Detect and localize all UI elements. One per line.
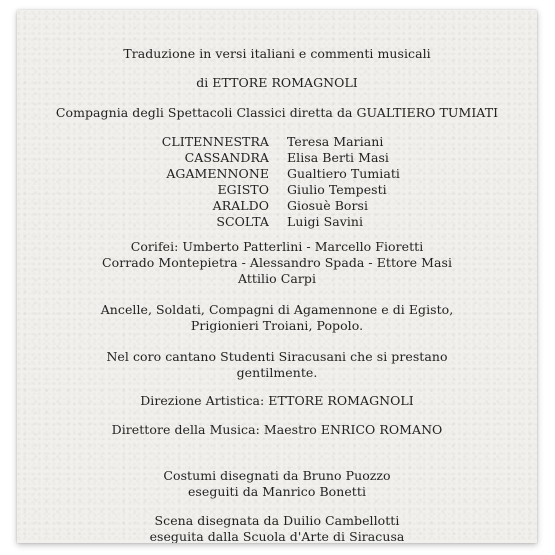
chorus-line: gentilmente.: [236, 365, 318, 380]
cast-actor: Giosuè Borsi: [287, 198, 369, 213]
extras-line: Ancelle, Soldati, Compagni di Agamennone e di Egisto,: [100, 302, 454, 317]
artistic-direction: Direzione Artistica: ETTORE ROMAGNOLI: [140, 393, 414, 408]
costumes-line: Costumi disegnati da Bruno Puozzo: [163, 468, 391, 483]
company-credit: Compagnia degli Spettacoli Classici diretta da GUALTIERO TUMIATI: [55, 105, 499, 120]
cast-role: ARALDO: [212, 198, 269, 213]
scenery-line: Scena disegnata da Duilio Cambellotti: [154, 513, 400, 528]
cast-actor: Gualtiero Tumiati: [287, 166, 400, 181]
cast-role: EGISTO: [217, 182, 269, 197]
cast-row: [17, 198, 537, 213]
cast-actor: Elisa Berti Masi: [287, 150, 389, 165]
cast-row: [17, 134, 537, 149]
cast-role: AGAMENNONE: [166, 166, 269, 181]
extras-line: Prigionieri Troiani, Popolo.: [190, 318, 364, 333]
translation-credit: Traduzione in versi italiani e commenti musicali: [123, 46, 431, 61]
scenery-line: eseguita dalla Scuola d'Arte di Siracusa: [149, 529, 405, 543]
corifei-line: Corifei: Umberto Patterlini - Marcello Fioretti: [130, 239, 424, 254]
scanned-page-frame: [17, 10, 537, 543]
cast-row: [17, 166, 537, 181]
cast-row: [17, 214, 537, 229]
corifei-line: Corrado Montepietra - Alessandro Spada - Ettore Masi: [102, 255, 452, 270]
cast-actor: Luigi Savini: [287, 214, 364, 229]
chorus-line: Nel coro cantano Studenti Siracusani che si prestano: [106, 349, 448, 364]
credits-page: [17, 10, 537, 543]
costumes-line: eseguiti da Manrico Bonetti: [187, 484, 366, 499]
cast-role: CLITENNESTRA: [161, 134, 269, 149]
music-direction: Direttore della Musica: Maestro ENRICO ROMANO: [111, 422, 443, 437]
cast-actor: Teresa Mariani: [287, 134, 384, 149]
cast-row: [17, 182, 537, 197]
translator-credit: di ETTORE ROMAGNOLI: [196, 75, 358, 90]
cast-row: [17, 150, 537, 165]
corifei-line: Attilio Carpi: [238, 271, 316, 286]
cast-actor: Giulio Tempesti: [287, 182, 387, 197]
cast-role: CASSANDRA: [184, 150, 269, 165]
cast-role: SCOLTA: [216, 214, 269, 229]
